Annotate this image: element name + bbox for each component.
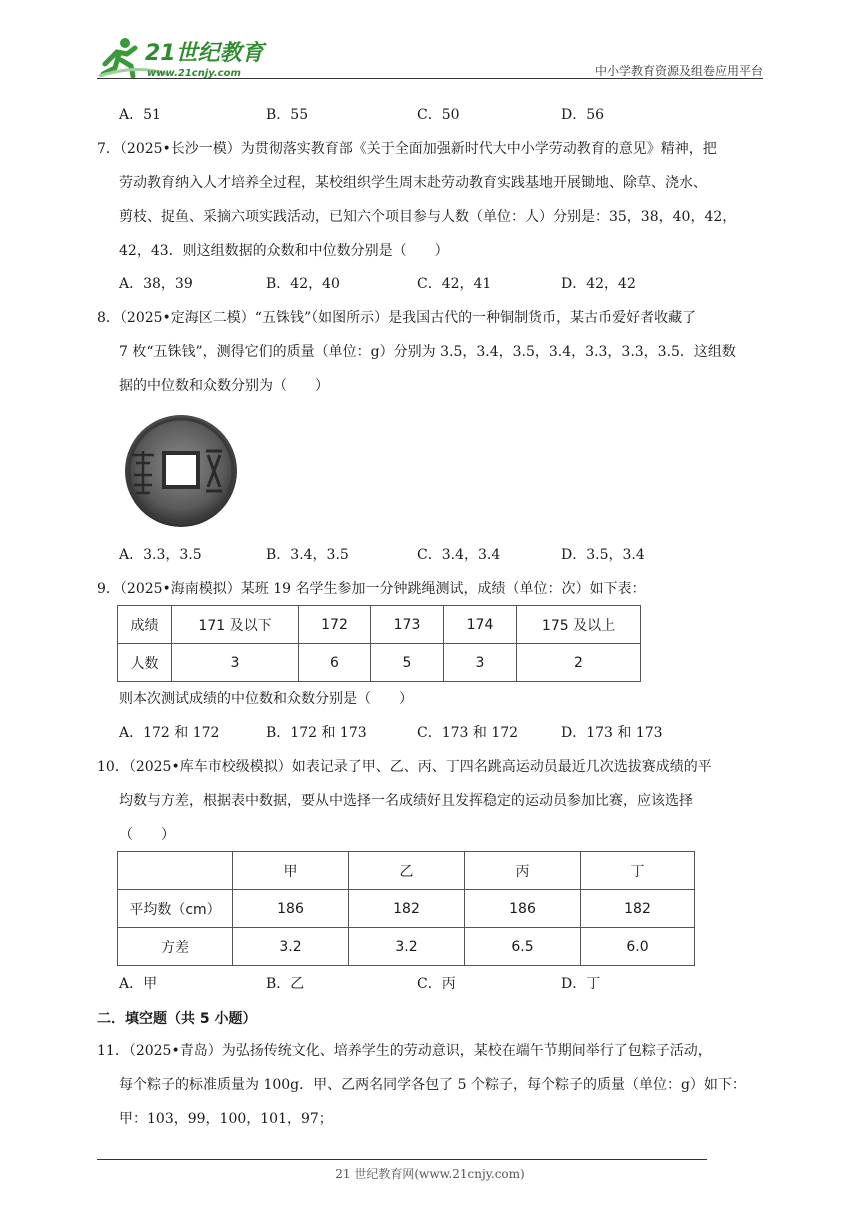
- table-cell: [118, 852, 233, 890]
- option-d: D．56: [561, 107, 605, 123]
- option-b: B．42，40: [266, 276, 340, 292]
- q8-line-3: 据的中位数和众数分别为（ ）: [119, 378, 329, 394]
- option-c: C．42，41: [417, 276, 492, 292]
- option-a: A．38，39: [119, 276, 193, 292]
- table-cell: 2: [517, 644, 641, 682]
- table-cell: 6.0: [581, 928, 695, 966]
- option-b: B．172 和 173: [266, 725, 367, 741]
- table-cell: 3: [444, 644, 517, 682]
- option-a: A．51: [119, 107, 161, 123]
- option-c: C．50: [417, 107, 460, 123]
- option-d: D．3.5，3.4: [561, 547, 645, 563]
- option-d: D．42，42: [561, 276, 636, 292]
- q8-line-1: 8．（2025•定海区二模）“五铢钱”（如图所示）是我国古代的一种铜制货币，某古币爱好者收藏了: [97, 310, 697, 326]
- page-header: [97, 34, 763, 80]
- table-cell: 6: [299, 644, 371, 682]
- platform-tagline: 中小学教育资源及组卷应用平台: [594, 64, 763, 78]
- table-cell: 186: [233, 890, 349, 928]
- q7-line-2: 劳动教育纳入人才培养全过程，某校组织学生周末赴劳动教育实践基地开展锄地、除草、浇水、: [119, 175, 707, 191]
- footer-text: 21 世纪教育网(www.21cnjy.com): [335, 1167, 525, 1181]
- option-b: B．55: [266, 107, 309, 123]
- q10-athlete-table: [117, 851, 695, 966]
- table-cell: 182: [581, 890, 695, 928]
- q7-line-1: 7．（2025•长沙一模）为贯彻落实教育部《关于全面加强新时代大中小学劳动教育的意见》精神，把: [97, 141, 717, 157]
- table-row: [118, 606, 641, 644]
- option-d: D．丁: [561, 976, 601, 992]
- table-row: [118, 644, 641, 682]
- table-cell: 3: [172, 644, 299, 682]
- option-c: C．3.4，3.4: [417, 547, 501, 563]
- table-row: [118, 928, 695, 966]
- option-c: C．丙: [417, 976, 456, 992]
- table-row: [118, 890, 695, 928]
- svg-text:21世纪教育: 21世纪教育: [145, 41, 264, 66]
- table-cell: 丙: [465, 852, 581, 890]
- option-a: A．3.3，3.5: [119, 547, 202, 563]
- table-cell: 3.2: [349, 928, 465, 966]
- footer-divider: [97, 1159, 707, 1160]
- table-row: [118, 852, 695, 890]
- table-cell: 甲: [233, 852, 349, 890]
- q10-line-1: 10．（2025•库车市校级模拟）如表记录了甲、乙、丙、丁四名跳高运动员最近几次选拔赛成绩的平: [97, 759, 712, 775]
- table-cell: 人数: [118, 644, 172, 682]
- table-cell: 175 及以上: [517, 606, 641, 644]
- q7-line-4: 42，43．则这组数据的众数和中位数分别是（ ）: [119, 243, 449, 259]
- table-cell: 182: [349, 890, 465, 928]
- header-divider: [97, 78, 763, 79]
- table-cell: 186: [465, 890, 581, 928]
- table-cell: 平均数（cm）: [118, 890, 233, 928]
- q10-line-3: （ ）: [119, 827, 175, 843]
- q8-line-2: 7 枚“五铢钱”，测得它们的质量（单位：g）分别为 3.5，3.4，3.5，3.4，3.3，3.3，3.5．这组数: [119, 344, 736, 360]
- table-cell: 6.5: [465, 928, 581, 966]
- table-cell: 173: [371, 606, 444, 644]
- site-logo: [97, 34, 267, 80]
- q11-line-1: 11．（2025•青岛）为弘扬传统文化、培养学生的劳动意识，某校在端午节期间举行了包粽子活动，: [97, 1043, 712, 1059]
- option-b: B．乙: [266, 976, 305, 992]
- svg-text:www.21cnjy.com: www.21cnjy.com: [147, 68, 241, 79]
- q9-after: 则本次测试成绩的中位数和众数分别是（ ）: [119, 691, 413, 707]
- table-cell: 3.2: [233, 928, 349, 966]
- section-heading: 二．填空题（共 5 小题）: [97, 1011, 257, 1027]
- q9-line: 9．（2025•海南模拟）某班 19 名学生参加一分钟跳绳测试，成绩（单位：次）如下表：: [97, 581, 646, 597]
- option-d: D．173 和 173: [561, 725, 663, 741]
- wuzhu-coin-image: [118, 413, 246, 533]
- table-cell: 171 及以下: [172, 606, 299, 644]
- table-cell: 5: [371, 644, 444, 682]
- option-a: A．172 和 172: [119, 725, 220, 741]
- table-cell: 成绩: [118, 606, 172, 644]
- table-cell: 方差: [118, 928, 233, 966]
- option-b: B．3.4，3.5: [266, 547, 349, 563]
- table-cell: 乙: [349, 852, 465, 890]
- q10-line-2: 均数与方差，根据表中数据，要从中选择一名成绩好且发挥稳定的运动员参加比赛，应该选择: [119, 793, 693, 809]
- table-cell: 174: [444, 606, 517, 644]
- option-a: A．甲: [119, 976, 158, 992]
- q9-score-table: [117, 605, 641, 682]
- table-cell: 172: [299, 606, 371, 644]
- q11-line-2: 每个粽子的标准质量为 100g．甲、乙两名同学各包了 5 个粽子，每个粽子的质量（单位：g）如下：: [119, 1077, 746, 1093]
- option-c: C．173 和 172: [417, 725, 519, 741]
- q7-line-3: 剪枝、捉鱼、采摘六项实践活动，已知六个项目参与人数（单位：人）分别是：35，38，40，42，: [119, 209, 737, 225]
- table-cell: 丁: [581, 852, 695, 890]
- q11-line-3: 甲：103，99，100，101，97；: [119, 1111, 333, 1127]
